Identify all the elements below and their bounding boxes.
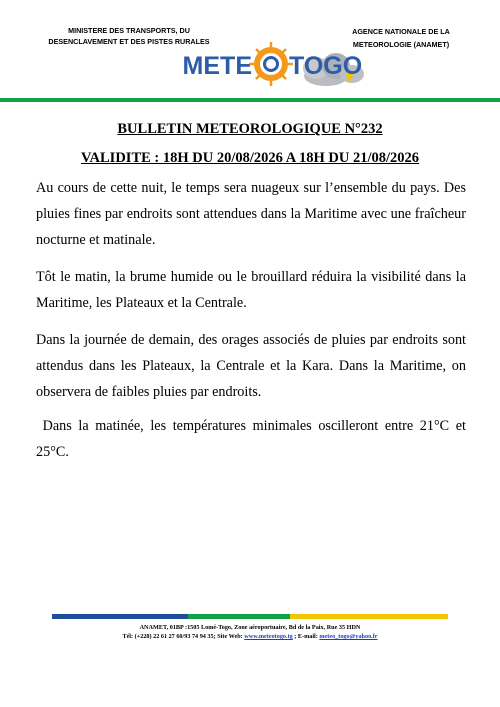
footer-address: ANAMET, 01BP :1505 Lomé-Togo, Zone aéroportuaire, Bd de la Paix, Rue 35 HDN — [139, 624, 361, 631]
footer-contact — [0, 633, 500, 640]
header-divider — [0, 98, 500, 102]
agency-line-2: METEOROLOGIE (ANAMET) — [352, 39, 450, 49]
logo-text-right: TOGO — [289, 52, 363, 80]
sun-icon — [249, 42, 293, 86]
bulletin-title: BULLETIN METEOROLOGIQUE N°232 — [117, 121, 383, 137]
logo-text-left: METE — [182, 52, 252, 80]
footer-bar-yellow — [290, 614, 448, 619]
forecast-paragraph-night: Au cours de cette nuit, le temps sera nuageux sur l’ensemble du pays. Des pluies fines par endroits sont attendues dans la Maritime avec une fraîcheur nocturne et matinale. — [36, 180, 466, 248]
forecast-paragraph-day: Dans la journée de demain, des orages associés de pluies par endroits sont attendus dans les Plateaux, la Centrale et la Kara. Dans la Maritime, on observera de faibles pluies par endroits. — [36, 332, 466, 400]
bulletin-validity: VALIDITE : 18H DU 20/08/2026 A 18H DU 21/08/2026 — [80, 150, 420, 166]
agency-line-1: AGENCE NATIONALE DE LA — [352, 27, 450, 36]
forecast-paragraph-temperatures: Dans la matinée, les températures minimales oscilleront entre 21°C et 25°C. — [36, 418, 470, 460]
website-link[interactable]: www.meteotogo.tg — [244, 633, 293, 640]
footer-bar-green — [188, 614, 290, 619]
footer-email-label: ; E-mail: — [292, 633, 320, 640]
email-link[interactable]: meteo_togo@yahoo.fr — [319, 633, 378, 640]
footer-bar-blue — [52, 614, 188, 619]
ministry-line-2: DESENCLAVEMENT ET DES PISTES RURALES — [48, 36, 210, 46]
ministry-line-1: MINISTERE DES TRANSPORTS, DU — [68, 26, 190, 35]
meteo-togo-logo — [176, 40, 366, 88]
forecast-paragraph-morning: Tôt le matin, la brume humide ou le brouillard réduira la visibilité dans la Maritime, les Plateaux et la Centrale. — [36, 269, 466, 311]
footer-phone: Tél: (+228) 22 61 27 60/93 74 94 35; Site Web: — [122, 633, 245, 640]
